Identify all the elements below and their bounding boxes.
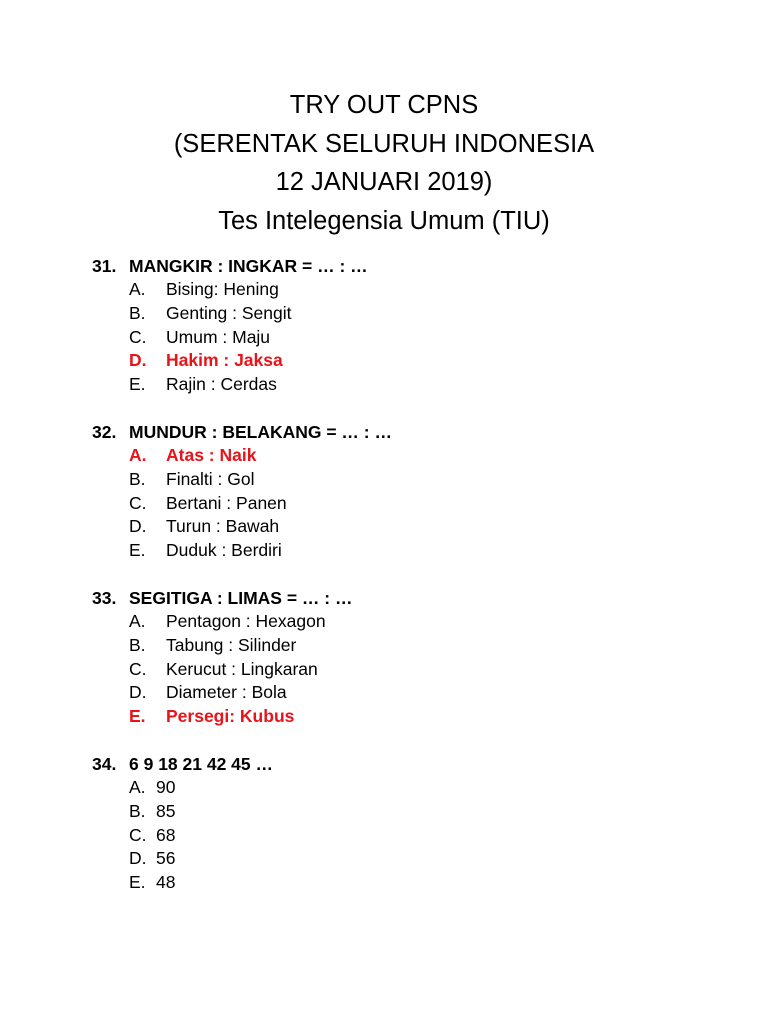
option-b bbox=[92, 800, 732, 824]
option-letter: E. bbox=[129, 706, 146, 727]
option-e bbox=[92, 871, 732, 895]
question-header bbox=[92, 752, 732, 776]
question-header bbox=[92, 254, 732, 278]
option-letter: B. bbox=[129, 468, 146, 489]
option-text: 68 bbox=[156, 824, 176, 845]
question-31 bbox=[92, 254, 732, 397]
option-e-correct-answer bbox=[92, 705, 732, 729]
option-text: Atas : Naik bbox=[166, 444, 257, 465]
option-b bbox=[92, 468, 732, 492]
option-c bbox=[92, 824, 732, 848]
question-text: 6 9 18 21 42 45 … bbox=[129, 753, 273, 774]
question-34 bbox=[92, 752, 732, 895]
option-letter: D. bbox=[129, 682, 147, 703]
question-number: 31. bbox=[92, 256, 117, 276]
option-text: Diameter : Bola bbox=[166, 682, 287, 703]
option-d bbox=[92, 847, 732, 871]
option-letter: D. bbox=[129, 516, 147, 537]
option-text: Kerucut : Lingkaran bbox=[166, 658, 318, 679]
option-letter: C. bbox=[129, 824, 147, 845]
question-33 bbox=[92, 586, 732, 729]
option-text: Duduk : Berdiri bbox=[166, 540, 282, 561]
option-letter: D. bbox=[129, 350, 147, 371]
option-letter: B. bbox=[129, 800, 146, 821]
option-text: Finalti : Gol bbox=[166, 468, 255, 489]
option-text: Bising: Hening bbox=[166, 279, 279, 299]
option-letter: A. bbox=[129, 444, 147, 465]
option-a bbox=[92, 278, 732, 302]
option-text: Bertani : Panen bbox=[166, 492, 287, 513]
option-c bbox=[92, 492, 732, 516]
question-list bbox=[92, 254, 732, 918]
option-letter: C. bbox=[129, 658, 147, 679]
option-text: Genting : Sengit bbox=[166, 302, 292, 323]
option-letter: D. bbox=[129, 848, 147, 869]
option-letter: E. bbox=[129, 374, 146, 395]
header-subtitle: (SERENTAK SELURUH INDONESIA bbox=[173, 129, 595, 158]
option-c bbox=[92, 326, 732, 350]
option-letter: A. bbox=[129, 610, 146, 631]
option-d bbox=[92, 515, 732, 539]
option-text: 85 bbox=[156, 800, 176, 821]
question-text: MANGKIR : INGKAR = … : … bbox=[129, 256, 368, 276]
option-e bbox=[92, 373, 732, 397]
option-d-correct-answer bbox=[92, 349, 732, 373]
question-text: MUNDUR : BELAKANG = … : … bbox=[129, 421, 392, 442]
header-test-name: Tes Intelegensia Umum (TIU) bbox=[218, 206, 550, 235]
question-header bbox=[92, 586, 732, 610]
option-letter: A. bbox=[129, 776, 146, 797]
question-text: SEGITIGA : LIMAS = … : … bbox=[129, 587, 353, 608]
option-letter: E. bbox=[129, 540, 146, 561]
option-text: 90 bbox=[156, 776, 176, 797]
question-number: 33. bbox=[92, 587, 117, 608]
option-text: Hakim : Jaksa bbox=[166, 350, 283, 371]
option-a-correct-answer bbox=[92, 444, 732, 468]
option-e bbox=[92, 539, 732, 563]
option-text: Rajin : Cerdas bbox=[166, 374, 277, 395]
option-d bbox=[92, 681, 732, 705]
option-text: Tabung : Silinder bbox=[166, 634, 297, 655]
option-text: 56 bbox=[156, 848, 176, 869]
option-letter: C. bbox=[129, 492, 147, 513]
option-letter: A. bbox=[129, 279, 146, 299]
option-letter: B. bbox=[129, 634, 146, 655]
option-text: Umum : Maju bbox=[166, 326, 271, 347]
option-letter: B. bbox=[129, 302, 146, 323]
header-date: 12 JANUARI 2019) bbox=[275, 168, 493, 196]
question-number: 32. bbox=[92, 421, 117, 442]
option-a bbox=[92, 610, 732, 634]
option-a bbox=[92, 776, 732, 800]
header-title: TRY OUT CPNS bbox=[289, 91, 479, 119]
option-c bbox=[92, 658, 732, 682]
question-number: 34. bbox=[92, 753, 117, 774]
option-b bbox=[92, 302, 732, 326]
option-text: 48 bbox=[156, 872, 176, 893]
document-header bbox=[0, 86, 768, 240]
option-letter: C. bbox=[129, 326, 147, 347]
option-text: Pentagon : Hexagon bbox=[166, 610, 326, 631]
option-text: Turun : Bawah bbox=[166, 516, 280, 537]
question-header bbox=[92, 420, 732, 444]
option-text: Persegi: Kubus bbox=[166, 706, 295, 727]
option-letter: E. bbox=[129, 872, 146, 893]
option-b bbox=[92, 634, 732, 658]
question-32 bbox=[92, 420, 732, 563]
